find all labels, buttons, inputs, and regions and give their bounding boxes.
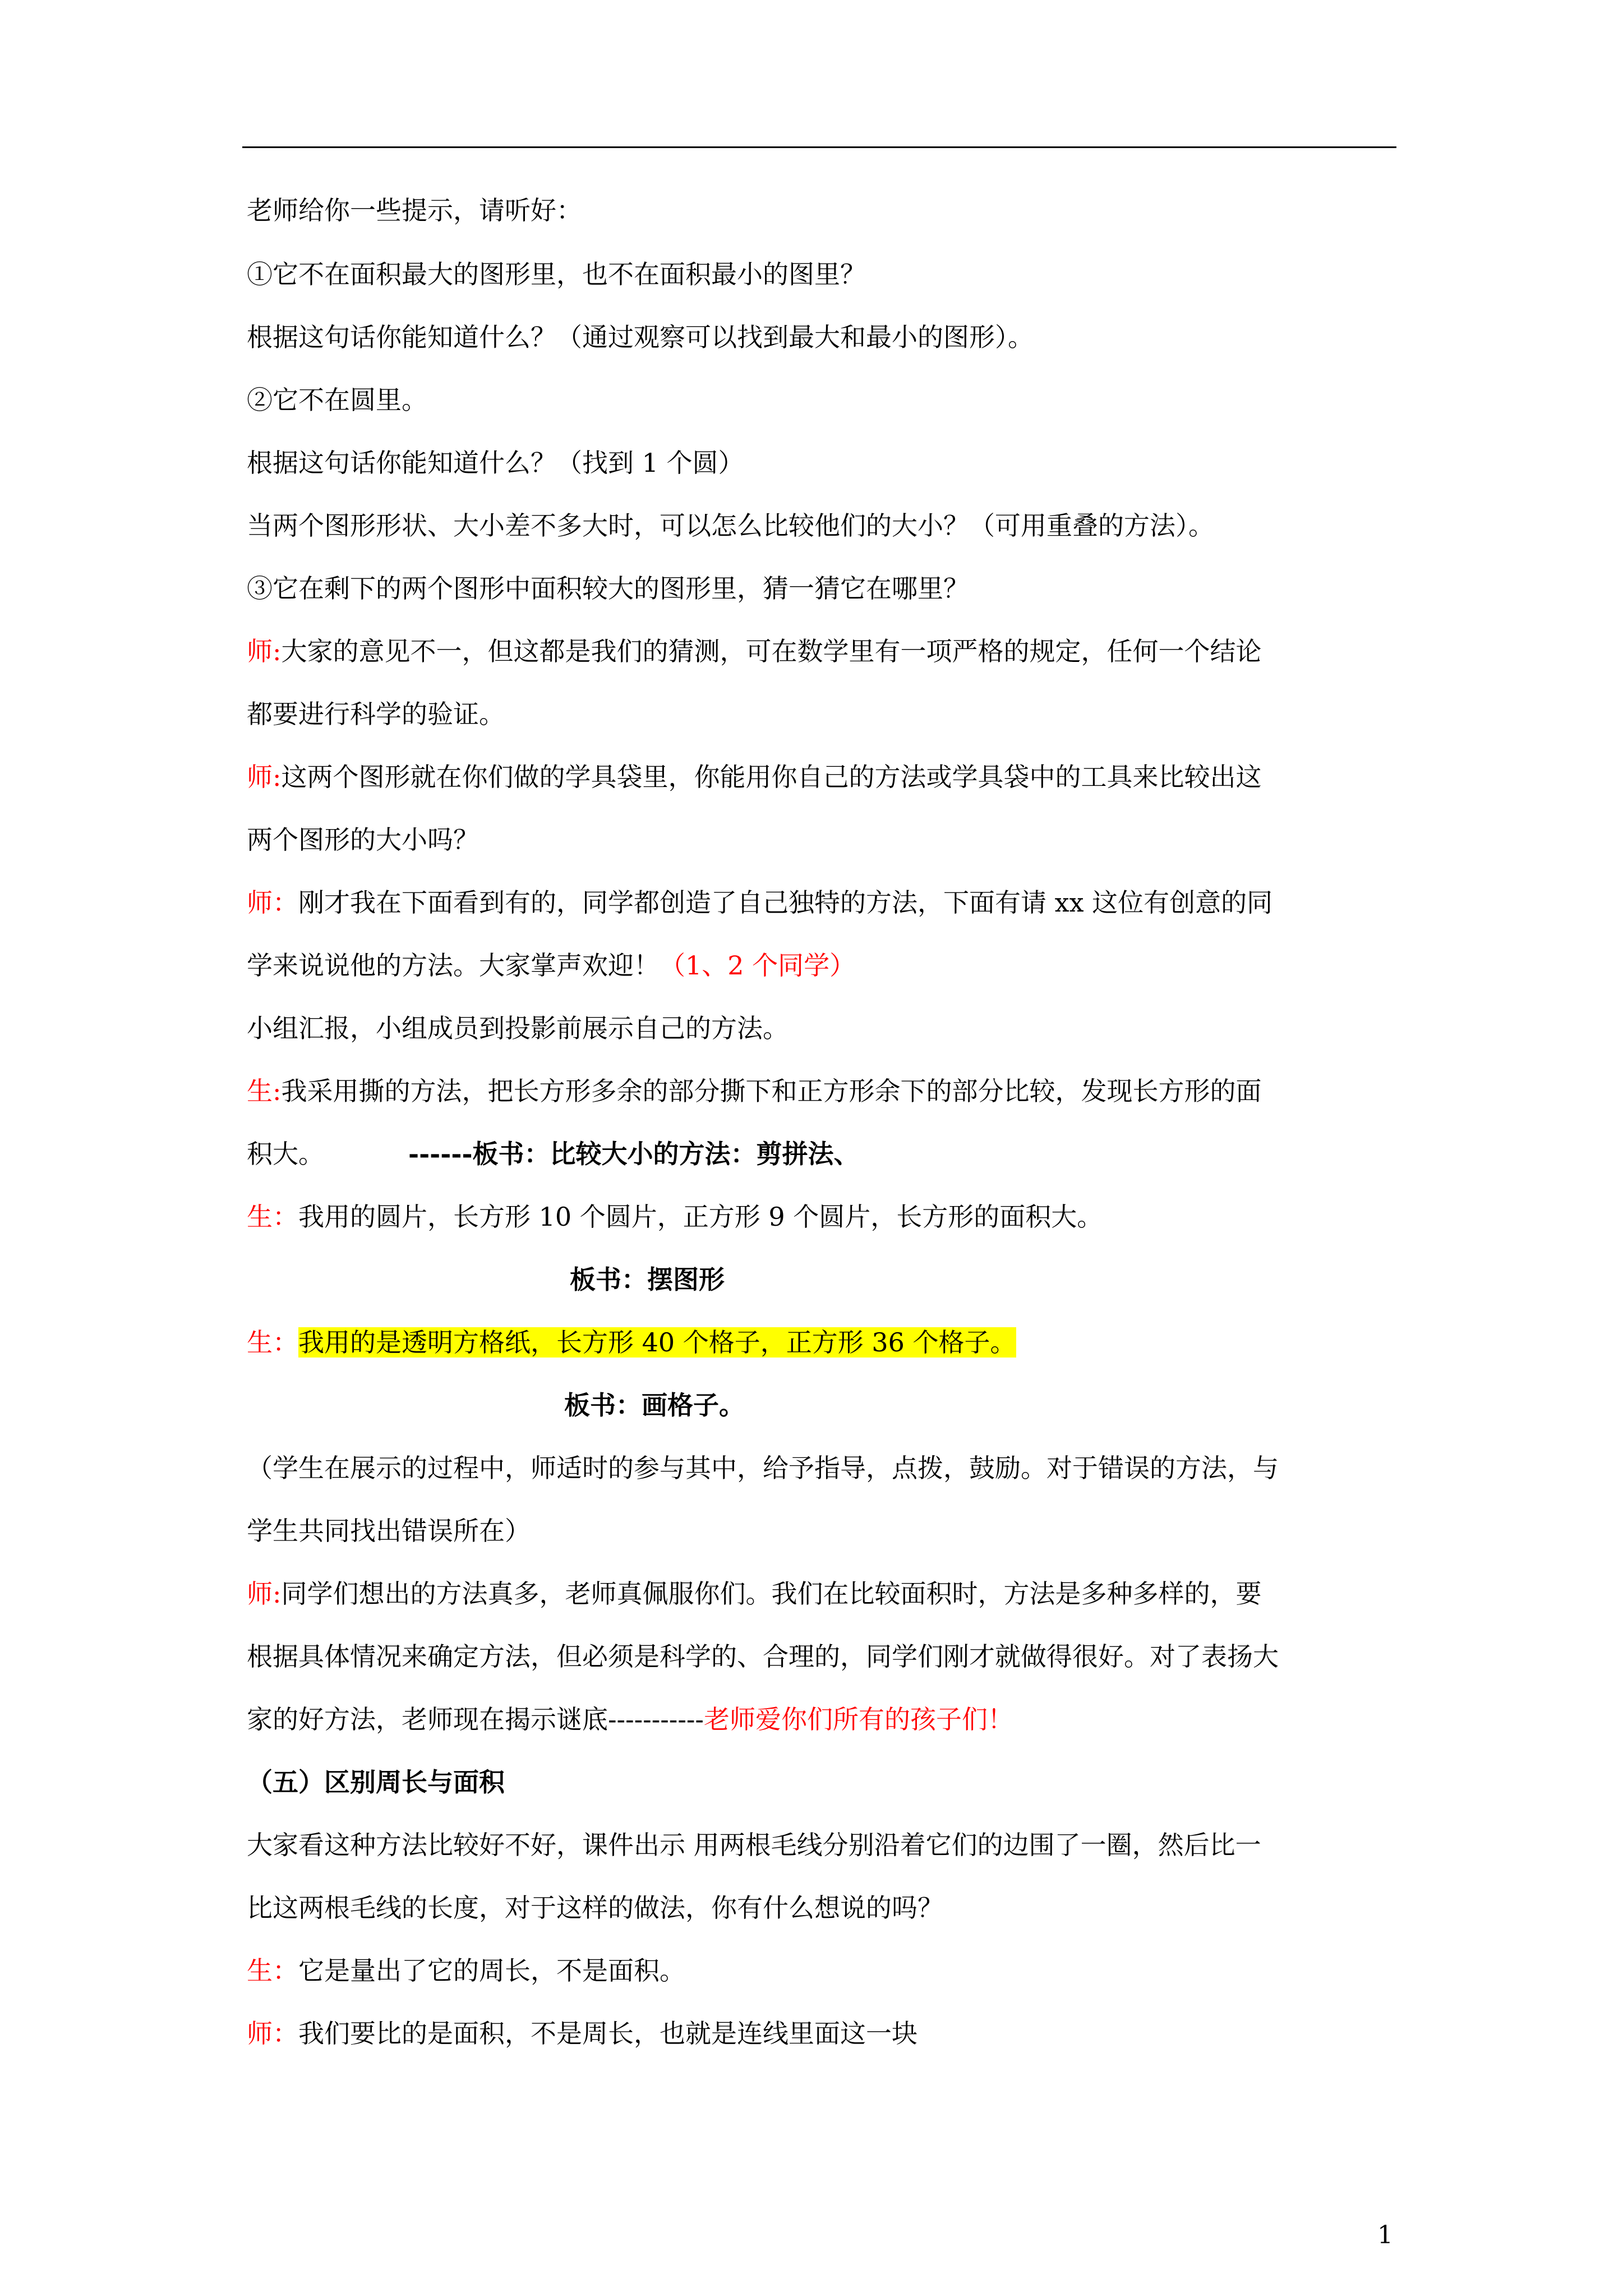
paragraph-line: 根据这句话你能知道什么？（找到 1 个圆）	[247, 448, 744, 478]
speaker-label: 生：	[247, 1202, 298, 1232]
header-rule	[242, 146, 1396, 148]
board-note: 板书：摆图形	[570, 1264, 725, 1295]
red-note: 老师爱你们所有的孩子们！	[703, 1704, 1013, 1734]
paragraph-line: 当两个图形形状、大小差不多大时，可以怎么比较他们的大小？（可用重叠的方法）。	[247, 510, 1214, 541]
paragraph-line: 老师给你一些提示，请听好：	[247, 195, 582, 226]
paragraph-line: 学来说说他的方法。大家掌声欢迎！（1、2 个同学）	[247, 950, 856, 981]
paragraph-line: （学生在展示的过程中，师适时的参与其中，给予指导，点拨，鼓励。对于错误的方法，与	[247, 1453, 1279, 1483]
paragraph-line: 根据这句话你能知道什么？（通过观察可以找到最大和最小的图形）。	[247, 322, 1034, 352]
speaker-label: 生：	[247, 1955, 298, 1986]
paragraph-line: 两个图形的大小吗？	[247, 825, 479, 855]
dialogue-line: 生：我用的圆片，长方形 10 个圆片，正方形 9 个圆片，长方形的面积大。	[247, 1202, 1103, 1232]
highlighted-text: 我用的是透明方格纸，长方形 40 个格子，正方形 36 个格子。	[298, 1327, 1016, 1358]
speaker-label: 师:	[247, 636, 282, 666]
dialogue-line: 生:我采用撕的方法，把长方形多余的部分撕下和正方形余下的部分比较，发现长方形的面	[247, 1076, 1262, 1106]
paragraph-line: 家的好方法，老师现在揭示谜底-----------老师爱你们所有的孩子们！	[247, 1704, 1013, 1734]
paragraph-line: ②它不在圆里。	[247, 385, 427, 415]
dialogue-line: 师:同学们想出的方法真多，老师真佩服你们。我们在比较面积时，方法是多种多样的，要	[247, 1579, 1262, 1609]
paragraph-line: 大家看这种方法比较好不好，课件出示 用两根毛线分别沿着它们的边围了一圈，然后比一	[247, 1830, 1261, 1860]
section-heading: （五）区别周长与面积	[247, 1767, 505, 1797]
paragraph-line: 都要进行科学的验证。	[247, 699, 505, 729]
paragraph-line: 比这两根毛线的长度，对于这样的做法，你有什么想说的吗？	[247, 1893, 943, 1923]
dialogue-line: 师：刚才我在下面看到有的，同学都创造了自己独特的方法，下面有请 xx 这位有创意的同	[247, 887, 1273, 918]
board-note: ------板书：比较大小的方法：剪拼法、	[408, 1139, 860, 1169]
page-number: 1	[1377, 2221, 1393, 2249]
paragraph-line: 学生共同找出错误所在）	[247, 1516, 531, 1546]
speaker-label: 师:	[247, 1579, 282, 1609]
speaker-label: 师：	[247, 2018, 298, 2049]
speaker-label: 师：	[247, 887, 298, 918]
dialogue-line: 师:大家的意见不一，但这都是我们的猜测，可在数学里有一项严格的规定，任何一个结论	[247, 636, 1262, 666]
dialogue-line	[247, 1320, 1016, 1365]
board-note: 板书：画格子。	[564, 1390, 745, 1420]
speaker-label: 师:	[247, 762, 282, 792]
dialogue-line: 师:这两个图形就在你们做的学具袋里，你能用你自己的方法或学具袋中的工具来比较出这	[247, 762, 1262, 792]
paragraph-line: 积大。 ------板书：比较大小的方法：剪拼法、	[247, 1139, 860, 1169]
dialogue-line: 师：我们要比的是面积，不是周长，也就是连线里面这一块	[247, 2018, 917, 2049]
paragraph-line: 根据具体情况来确定方法，但必须是科学的、合理的，同学们刚才就做得很好。对了表扬大	[247, 1641, 1279, 1672]
speaker-label: 生：	[247, 1327, 298, 1358]
dialogue-line: 生：它是量出了它的周长，不是面积。	[247, 1955, 685, 1986]
red-note: （1、2 个同学）	[660, 950, 856, 981]
paragraph-line: ③它在剩下的两个图形中面积较大的图形里，猜一猜它在哪里？	[247, 573, 969, 604]
paragraph-line: 小组汇报，小组成员到投影前展示自己的方法。	[247, 1013, 789, 1043]
speaker-label: 生:	[247, 1076, 282, 1106]
paragraph-line: ①它不在面积最大的图形里，也不在面积最小的图里？	[247, 259, 866, 289]
